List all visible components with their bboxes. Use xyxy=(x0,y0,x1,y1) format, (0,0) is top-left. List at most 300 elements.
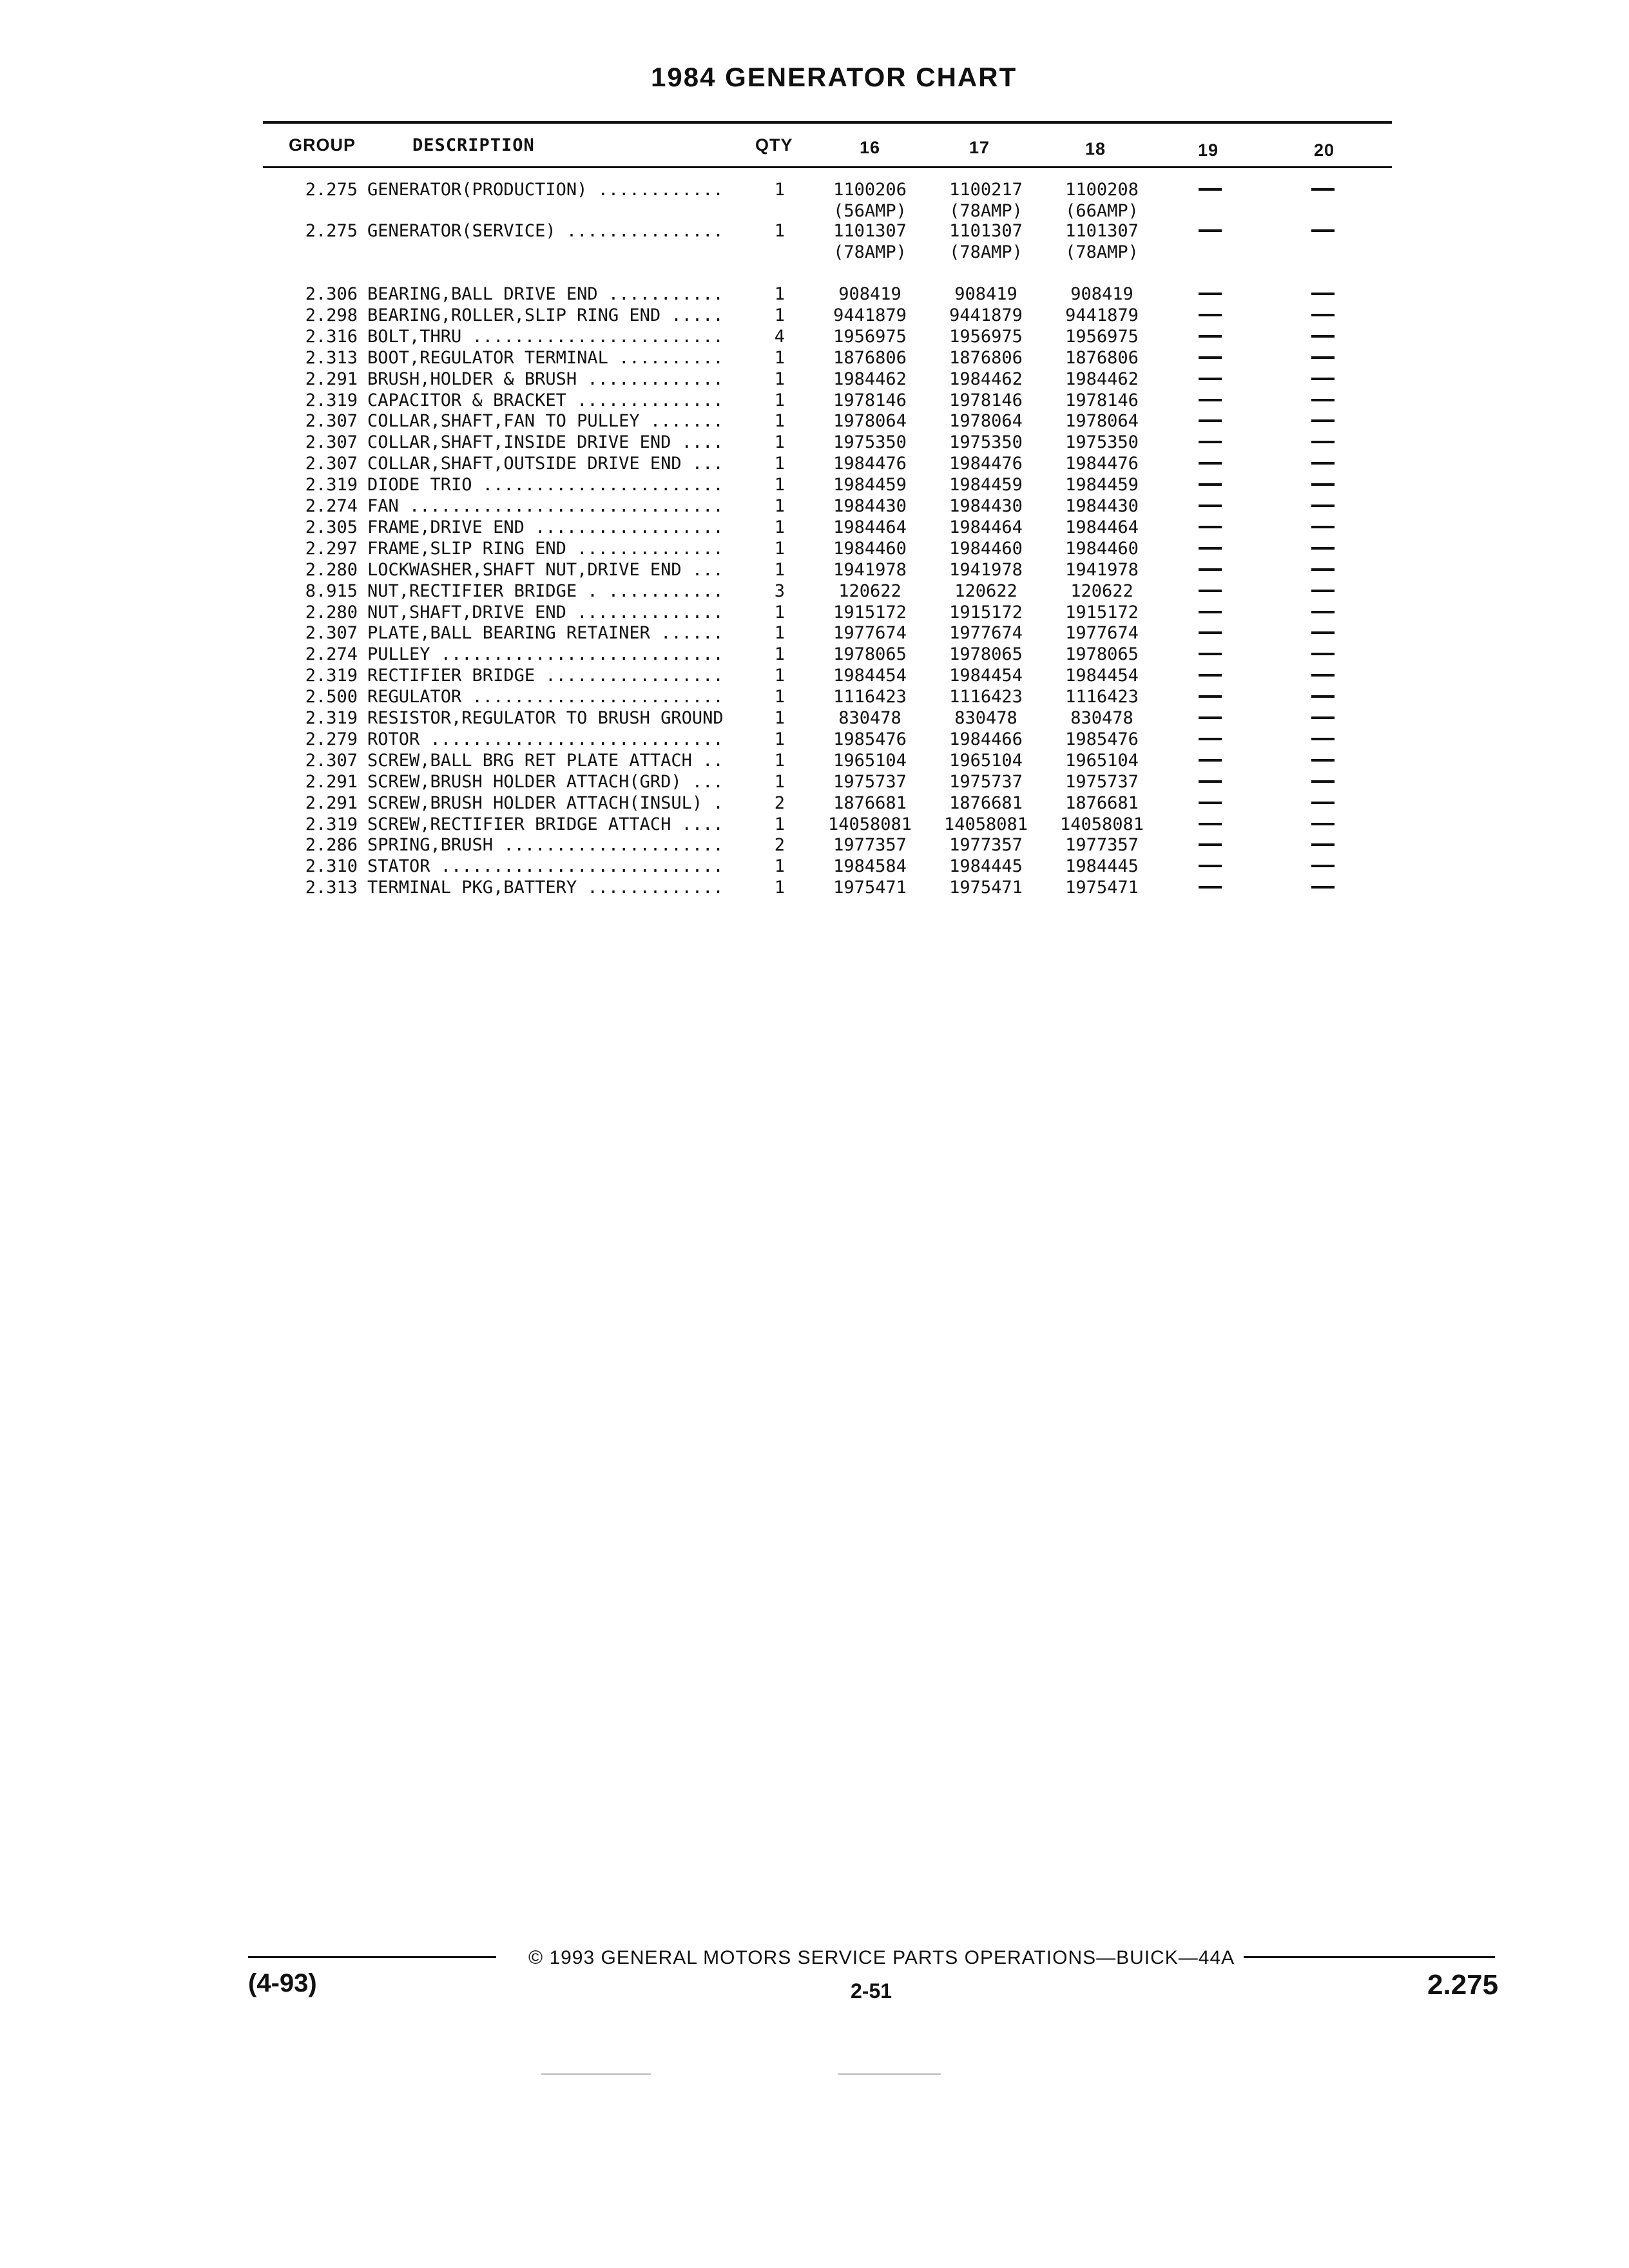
not-applicable-dash-19 xyxy=(1199,780,1222,783)
qty-cell: 2 xyxy=(774,793,785,813)
qty-cell: 2 xyxy=(774,835,785,856)
part-number-16-cell: 1985476 xyxy=(833,729,907,749)
description-cell: TERMINAL PKG,BATTERY ............. xyxy=(367,878,724,898)
part-number-17-cell: 908419 xyxy=(954,284,1017,304)
not-applicable-dash-19 xyxy=(1199,631,1222,634)
not-applicable-dash-19 xyxy=(1199,802,1222,804)
table-row xyxy=(0,729,1629,750)
part-number-18-cell: 1984445 xyxy=(1065,856,1139,877)
not-applicable-dash-20 xyxy=(1311,356,1335,359)
table-row xyxy=(0,622,1629,644)
description-cell: FAN .............................. xyxy=(367,496,724,516)
group-cell: 2.275 xyxy=(305,180,358,200)
part-number-18-cell: 1975350 xyxy=(1065,432,1139,453)
page-number: 2-51 xyxy=(851,1979,892,2003)
not-applicable-dash-20 xyxy=(1311,419,1335,422)
table-row xyxy=(0,581,1629,602)
part-number-16-cell: 1977674 xyxy=(833,623,907,644)
table-row xyxy=(0,602,1629,623)
group-cell: 2.316 xyxy=(305,326,358,347)
description-cell: BOLT,THRU ........................ xyxy=(367,326,724,347)
qty-cell: 1 xyxy=(774,623,785,644)
header-col-18: 18 xyxy=(1084,139,1106,159)
table-row xyxy=(0,856,1629,877)
part-number-16-cell: 1956975 xyxy=(833,326,907,347)
group-cell: 2.307 xyxy=(305,411,358,432)
group-cell: 2.280 xyxy=(305,559,358,580)
part-number-18-cell: 9441879 xyxy=(1065,305,1139,325)
amperage-note: (78AMP) xyxy=(949,201,1023,221)
not-applicable-dash-19 xyxy=(1199,886,1222,889)
not-applicable-dash-20 xyxy=(1311,462,1335,465)
group-cell: 2.307 xyxy=(305,623,358,644)
not-applicable-dash-19 xyxy=(1199,695,1222,698)
not-applicable-dash-20 xyxy=(1311,886,1335,889)
description-cell: NUT,SHAFT,DRIVE END .............. xyxy=(367,602,724,622)
part-number-17-cell: 1978064 xyxy=(949,411,1023,432)
part-number-17-cell: 120622 xyxy=(954,581,1017,601)
part-number-18-cell: 1100208 xyxy=(1065,180,1139,200)
part-number-16-cell: 1941978 xyxy=(833,559,907,580)
not-applicable-dash-19 xyxy=(1199,229,1222,232)
part-number-18-cell: 1876681 xyxy=(1065,793,1139,813)
description-cell: BEARING,BALL DRIVE END ........... xyxy=(367,284,724,304)
part-number-16-cell: 1984584 xyxy=(833,856,907,877)
not-applicable-dash-20 xyxy=(1311,314,1335,316)
part-number-17-cell: 1984460 xyxy=(949,538,1023,559)
part-number-18-cell: 1975471 xyxy=(1065,878,1139,898)
table-row xyxy=(0,771,1629,793)
table-row xyxy=(0,390,1629,411)
scan-mark-left xyxy=(541,2073,651,2075)
group-cell: 2.297 xyxy=(305,538,358,559)
part-number-16-cell: 1984454 xyxy=(833,666,907,686)
table-row xyxy=(0,538,1629,559)
description-cell: COLLAR,SHAFT,INSIDE DRIVE END .... xyxy=(367,432,724,453)
part-number-16-cell: 908419 xyxy=(838,284,901,304)
part-number-16-cell: 1975350 xyxy=(833,432,907,453)
qty-cell: 1 xyxy=(774,729,785,749)
qty-cell: 1 xyxy=(774,369,785,389)
part-number-17-cell: 1984445 xyxy=(949,856,1023,877)
footer-rule-right xyxy=(1244,1956,1495,1958)
description-cell: SCREW,BRUSH HOLDER ATTACH(INSUL) . xyxy=(367,793,724,813)
part-number-16-cell: 9441879 xyxy=(833,305,907,325)
part-number-18-cell: 1984454 xyxy=(1065,666,1139,686)
header-col-20: 20 xyxy=(1313,140,1335,160)
part-number-16-cell: 1984460 xyxy=(833,538,907,559)
part-number-16-cell: 1915172 xyxy=(833,602,907,622)
table-row xyxy=(0,559,1629,581)
not-applicable-dash-20 xyxy=(1311,547,1335,550)
group-cell: 2.291 xyxy=(305,793,358,813)
description-cell: RESISTOR,REGULATOR TO BRUSH GROUND xyxy=(367,708,724,728)
part-number-17-cell: 1984430 xyxy=(949,496,1023,516)
group-cell: 2.319 xyxy=(305,475,358,495)
not-applicable-dash-19 xyxy=(1199,759,1222,762)
part-number-17-cell: 1965104 xyxy=(949,750,1023,771)
table-row xyxy=(0,284,1629,305)
group-cell: 2.310 xyxy=(305,856,358,877)
part-number-16-cell: 14058081 xyxy=(827,814,912,834)
part-number-18-cell: 1978146 xyxy=(1065,390,1139,410)
part-number-16-cell: 1100206 xyxy=(833,180,907,200)
part-number-16-cell: 120622 xyxy=(838,581,901,601)
qty-cell: 1 xyxy=(774,305,785,325)
amperage-note: (78AMP) xyxy=(1065,242,1139,262)
description-cell: BEARING,ROLLER,SLIP RING END ..... xyxy=(367,305,724,325)
table-row xyxy=(0,179,1629,221)
qty-cell: 1 xyxy=(774,180,785,200)
not-applicable-dash-19 xyxy=(1199,505,1222,507)
part-number-16-cell: 1101307 xyxy=(833,221,907,241)
part-number-17-cell: 1978146 xyxy=(949,390,1023,410)
description-cell: NUT,RECTIFIER BRIDGE . ........... xyxy=(367,581,724,601)
group-cell: 2.307 xyxy=(305,750,358,771)
not-applicable-dash-20 xyxy=(1311,843,1335,846)
part-number-18-cell: 1956975 xyxy=(1065,326,1139,347)
qty-cell: 1 xyxy=(774,454,785,474)
table-row xyxy=(0,347,1629,369)
table-row xyxy=(0,750,1629,771)
part-number-16-cell: 1978065 xyxy=(833,644,907,665)
qty-cell: 1 xyxy=(774,559,785,580)
part-number-18-cell: 1975737 xyxy=(1065,771,1139,792)
part-number-18-cell: 1984430 xyxy=(1065,496,1139,516)
not-applicable-dash-19 xyxy=(1199,568,1222,571)
not-applicable-dash-20 xyxy=(1311,716,1335,719)
part-number-17-cell: 1975737 xyxy=(949,771,1023,792)
description-cell: SPRING,BRUSH ..................... xyxy=(367,835,724,856)
header-bottom-rule xyxy=(263,166,1392,168)
part-number-17-cell: 9441879 xyxy=(949,305,1023,325)
section-number: 2.275 xyxy=(1427,1969,1499,2001)
not-applicable-dash-19 xyxy=(1199,716,1222,719)
table-row xyxy=(0,432,1629,453)
description-cell: BRUSH,HOLDER & BRUSH ............. xyxy=(367,369,724,389)
qty-cell: 1 xyxy=(774,390,785,410)
part-number-18-cell: 1978065 xyxy=(1065,644,1139,665)
group-cell: 2.275 xyxy=(305,221,358,241)
not-applicable-dash-20 xyxy=(1311,505,1335,507)
table-row xyxy=(0,644,1629,665)
qty-cell: 1 xyxy=(774,284,785,304)
qty-cell: 1 xyxy=(774,750,785,771)
qty-cell: 1 xyxy=(774,602,785,622)
description-cell: LOCKWASHER,SHAFT NUT,DRIVE END ... xyxy=(367,559,724,580)
part-number-17-cell: 1876681 xyxy=(949,793,1023,813)
table-row xyxy=(0,665,1629,686)
not-applicable-dash-20 xyxy=(1311,674,1335,677)
not-applicable-dash-20 xyxy=(1311,526,1335,528)
amperage-note: (78AMP) xyxy=(949,242,1023,262)
table-row xyxy=(0,877,1629,898)
table-row xyxy=(0,326,1629,347)
part-number-18-cell: 1101307 xyxy=(1065,221,1139,241)
not-applicable-dash-20 xyxy=(1311,823,1335,825)
part-number-18-cell: 1876806 xyxy=(1065,347,1139,368)
qty-cell: 1 xyxy=(774,856,785,877)
part-number-18-cell: 1977357 xyxy=(1065,835,1139,856)
group-cell: 2.305 xyxy=(305,517,358,537)
part-number-18-cell: 120622 xyxy=(1070,581,1133,601)
description-cell: DIODE TRIO ....................... xyxy=(367,475,724,495)
amperage-note: (66AMP) xyxy=(1065,201,1139,221)
part-number-17-cell: 1984459 xyxy=(949,475,1023,495)
revision-date: (4-93) xyxy=(248,1969,317,1997)
part-number-17-cell: 1978065 xyxy=(949,644,1023,665)
not-applicable-dash-19 xyxy=(1199,865,1222,867)
table-row xyxy=(0,369,1629,390)
part-number-16-cell: 1977357 xyxy=(833,835,907,856)
part-number-16-cell: 1984464 xyxy=(833,517,907,537)
description-cell: BOOT,REGULATOR TERMINAL .......... xyxy=(367,347,724,368)
table-row xyxy=(0,220,1629,262)
qty-cell: 4 xyxy=(774,326,785,347)
part-number-18-cell: 908419 xyxy=(1070,284,1133,304)
scan-mark-right xyxy=(838,2073,941,2075)
not-applicable-dash-19 xyxy=(1199,823,1222,825)
table-row xyxy=(0,814,1629,835)
qty-cell: 3 xyxy=(774,581,785,601)
group-cell: 2.319 xyxy=(305,390,358,410)
header-top-rule xyxy=(263,121,1392,124)
not-applicable-dash-20 xyxy=(1311,293,1335,295)
not-applicable-dash-20 xyxy=(1311,631,1335,634)
header-qty: QTY xyxy=(755,135,793,155)
part-number-17-cell: 1984462 xyxy=(949,369,1023,389)
group-cell: 2.307 xyxy=(305,454,358,474)
not-applicable-dash-20 xyxy=(1311,483,1335,486)
part-number-18-cell: 1984459 xyxy=(1065,475,1139,495)
group-cell: 2.319 xyxy=(305,708,358,728)
not-applicable-dash-19 xyxy=(1199,483,1222,486)
table-row xyxy=(0,707,1629,729)
not-applicable-dash-19 xyxy=(1199,843,1222,846)
qty-cell: 1 xyxy=(774,347,785,368)
header-description: DESCRIPTION xyxy=(412,135,535,155)
part-number-18-cell: 1984462 xyxy=(1065,369,1139,389)
footer-copyright: © 1993 GENERAL MOTORS SERVICE PARTS OPERATIONS—BUICK—44A xyxy=(528,1947,1235,1968)
part-number-17-cell: 1984464 xyxy=(949,517,1023,537)
description-cell: SCREW,RECTIFIER BRIDGE ATTACH .... xyxy=(367,814,724,834)
part-number-17-cell: 1977674 xyxy=(949,623,1023,644)
not-applicable-dash-19 xyxy=(1199,441,1222,443)
not-applicable-dash-20 xyxy=(1311,399,1335,401)
group-cell: 2.306 xyxy=(305,284,358,304)
header-col-19: 19 xyxy=(1197,140,1219,160)
not-applicable-dash-19 xyxy=(1199,526,1222,528)
group-cell: 2.313 xyxy=(305,878,358,898)
description-cell: SCREW,BALL BRG RET PLATE ATTACH .. xyxy=(367,750,724,771)
part-number-18-cell: 1116423 xyxy=(1065,687,1139,707)
table-row xyxy=(0,517,1629,538)
part-number-17-cell: 1975471 xyxy=(949,878,1023,898)
not-applicable-dash-19 xyxy=(1199,547,1222,550)
not-applicable-dash-19 xyxy=(1199,653,1222,655)
table-row xyxy=(0,686,1629,707)
part-number-17-cell: 14058081 xyxy=(943,814,1028,834)
part-number-17-cell: 1941978 xyxy=(949,559,1023,580)
not-applicable-dash-19 xyxy=(1199,674,1222,677)
not-applicable-dash-20 xyxy=(1311,611,1335,613)
footer-rule-left xyxy=(248,1956,496,1958)
part-number-18-cell: 1965104 xyxy=(1065,750,1139,771)
qty-cell: 1 xyxy=(774,687,785,707)
description-cell: SCREW,BRUSH HOLDER ATTACH(GRD) ... xyxy=(367,771,724,792)
description-cell: REGULATOR ........................ xyxy=(367,687,724,707)
table-row xyxy=(0,793,1629,814)
part-number-16-cell: 1116423 xyxy=(833,687,907,707)
not-applicable-dash-19 xyxy=(1199,293,1222,295)
header-group: GROUP xyxy=(289,135,356,155)
part-number-16-cell: 1965104 xyxy=(833,750,907,771)
page-title: 1984 GENERATOR CHART xyxy=(651,62,1017,92)
description-cell: COLLAR,SHAFT,OUTSIDE DRIVE END ... xyxy=(367,454,724,474)
part-number-17-cell: 1956975 xyxy=(949,326,1023,347)
group-cell: 2.500 xyxy=(305,687,358,707)
qty-cell: 1 xyxy=(774,496,785,516)
group-cell: 2.274 xyxy=(305,496,358,516)
part-number-17-cell: 1876806 xyxy=(949,347,1023,368)
part-number-18-cell: 1984464 xyxy=(1065,517,1139,537)
part-number-18-cell: 830478 xyxy=(1070,708,1133,728)
not-applicable-dash-20 xyxy=(1311,229,1335,232)
table-row xyxy=(0,474,1629,495)
table-row xyxy=(0,834,1629,856)
qty-cell: 1 xyxy=(774,878,785,898)
not-applicable-dash-19 xyxy=(1199,419,1222,422)
group-cell: 2.313 xyxy=(305,347,358,368)
description-cell: PLATE,BALL BEARING RETAINER ...... xyxy=(367,623,724,644)
part-number-17-cell: 1101307 xyxy=(949,221,1023,241)
part-number-16-cell: 1876806 xyxy=(833,347,907,368)
description-cell: GENERATOR(SERVICE) ............... xyxy=(367,221,724,241)
amperage-row xyxy=(0,200,1629,222)
group-cell: 2.280 xyxy=(305,602,358,622)
part-number-18-cell: 1978064 xyxy=(1065,411,1139,432)
not-applicable-dash-19 xyxy=(1199,738,1222,740)
qty-cell: 1 xyxy=(774,814,785,834)
part-number-17-cell: 830478 xyxy=(954,708,1017,728)
not-applicable-dash-19 xyxy=(1199,335,1222,338)
not-applicable-dash-19 xyxy=(1199,462,1222,465)
not-applicable-dash-19 xyxy=(1199,378,1222,380)
not-applicable-dash-20 xyxy=(1311,759,1335,762)
qty-cell: 1 xyxy=(774,432,785,453)
amperage-row xyxy=(0,242,1629,263)
not-applicable-dash-20 xyxy=(1311,738,1335,740)
description-cell: FRAME,DRIVE END .................. xyxy=(367,517,724,537)
qty-cell: 1 xyxy=(774,538,785,559)
table-row xyxy=(0,410,1629,432)
description-cell: ROTOR ............................ xyxy=(367,729,724,749)
not-applicable-dash-20 xyxy=(1311,441,1335,443)
part-number-17-cell: 1100217 xyxy=(949,180,1023,200)
qty-cell: 1 xyxy=(774,771,785,792)
part-number-16-cell: 1984430 xyxy=(833,496,907,516)
group-cell: 2.291 xyxy=(305,369,358,389)
not-applicable-dash-19 xyxy=(1199,590,1222,592)
not-applicable-dash-19 xyxy=(1199,314,1222,316)
part-number-16-cell: 1975737 xyxy=(833,771,907,792)
not-applicable-dash-20 xyxy=(1311,188,1335,191)
group-cell: 2.286 xyxy=(305,835,358,856)
group-cell: 2.274 xyxy=(305,644,358,665)
group-cell: 2.307 xyxy=(305,432,358,453)
not-applicable-dash-20 xyxy=(1311,568,1335,571)
not-applicable-dash-19 xyxy=(1199,356,1222,359)
description-cell: STATOR ........................... xyxy=(367,856,724,877)
part-number-18-cell: 1977674 xyxy=(1065,623,1139,644)
part-number-17-cell: 1116423 xyxy=(949,687,1023,707)
part-number-17-cell: 1915172 xyxy=(949,602,1023,622)
group-cell: 2.279 xyxy=(305,729,358,749)
table-row xyxy=(0,495,1629,517)
part-number-16-cell: 830478 xyxy=(838,708,901,728)
part-number-18-cell: 1941978 xyxy=(1065,559,1139,580)
not-applicable-dash-20 xyxy=(1311,590,1335,592)
part-number-16-cell: 1975471 xyxy=(833,878,907,898)
qty-cell: 1 xyxy=(774,666,785,686)
qty-cell: 1 xyxy=(774,411,785,432)
not-applicable-dash-20 xyxy=(1311,695,1335,698)
qty-cell: 1 xyxy=(774,221,785,241)
description-cell: COLLAR,SHAFT,FAN TO PULLEY ....... xyxy=(367,411,724,432)
part-number-17-cell: 1975350 xyxy=(949,432,1023,453)
part-number-17-cell: 1984476 xyxy=(949,454,1023,474)
description-cell: RECTIFIER BRIDGE ................. xyxy=(367,666,724,686)
description-cell: FRAME,SLIP RING END .............. xyxy=(367,538,724,559)
group-cell: 2.291 xyxy=(305,771,358,792)
part-number-18-cell: 1984476 xyxy=(1065,454,1139,474)
not-applicable-dash-20 xyxy=(1311,335,1335,338)
qty-cell: 1 xyxy=(774,517,785,537)
part-number-16-cell: 1978146 xyxy=(833,390,907,410)
part-number-16-cell: 1984476 xyxy=(833,454,907,474)
qty-cell: 1 xyxy=(774,708,785,728)
table-row xyxy=(0,453,1629,474)
not-applicable-dash-19 xyxy=(1199,611,1222,613)
amperage-note: (56AMP) xyxy=(833,201,907,221)
qty-cell: 1 xyxy=(774,475,785,495)
not-applicable-dash-20 xyxy=(1311,865,1335,867)
part-number-16-cell: 1978064 xyxy=(833,411,907,432)
description-cell: PULLEY ........................... xyxy=(367,644,724,665)
part-number-18-cell: 1985476 xyxy=(1065,729,1139,749)
qty-cell: 1 xyxy=(774,644,785,665)
description-cell: CAPACITOR & BRACKET .............. xyxy=(367,390,724,410)
part-number-16-cell: 1984462 xyxy=(833,369,907,389)
group-cell: 8.915 xyxy=(305,581,358,601)
part-number-16-cell: 1876681 xyxy=(833,793,907,813)
not-applicable-dash-19 xyxy=(1199,399,1222,401)
part-number-17-cell: 1977357 xyxy=(949,835,1023,856)
group-cell: 2.319 xyxy=(305,666,358,686)
part-number-18-cell: 14058081 xyxy=(1059,814,1144,834)
header-col-16: 16 xyxy=(859,138,881,157)
part-number-17-cell: 1984454 xyxy=(949,666,1023,686)
part-number-18-cell: 1984460 xyxy=(1065,538,1139,559)
description-cell: GENERATOR(PRODUCTION) ............ xyxy=(367,180,724,200)
group-cell: 2.319 xyxy=(305,814,358,834)
part-number-16-cell: 1984459 xyxy=(833,475,907,495)
amperage-note: (78AMP) xyxy=(833,242,907,262)
not-applicable-dash-19 xyxy=(1199,188,1222,191)
not-applicable-dash-20 xyxy=(1311,780,1335,783)
header-col-17: 17 xyxy=(969,138,990,157)
not-applicable-dash-20 xyxy=(1311,802,1335,804)
